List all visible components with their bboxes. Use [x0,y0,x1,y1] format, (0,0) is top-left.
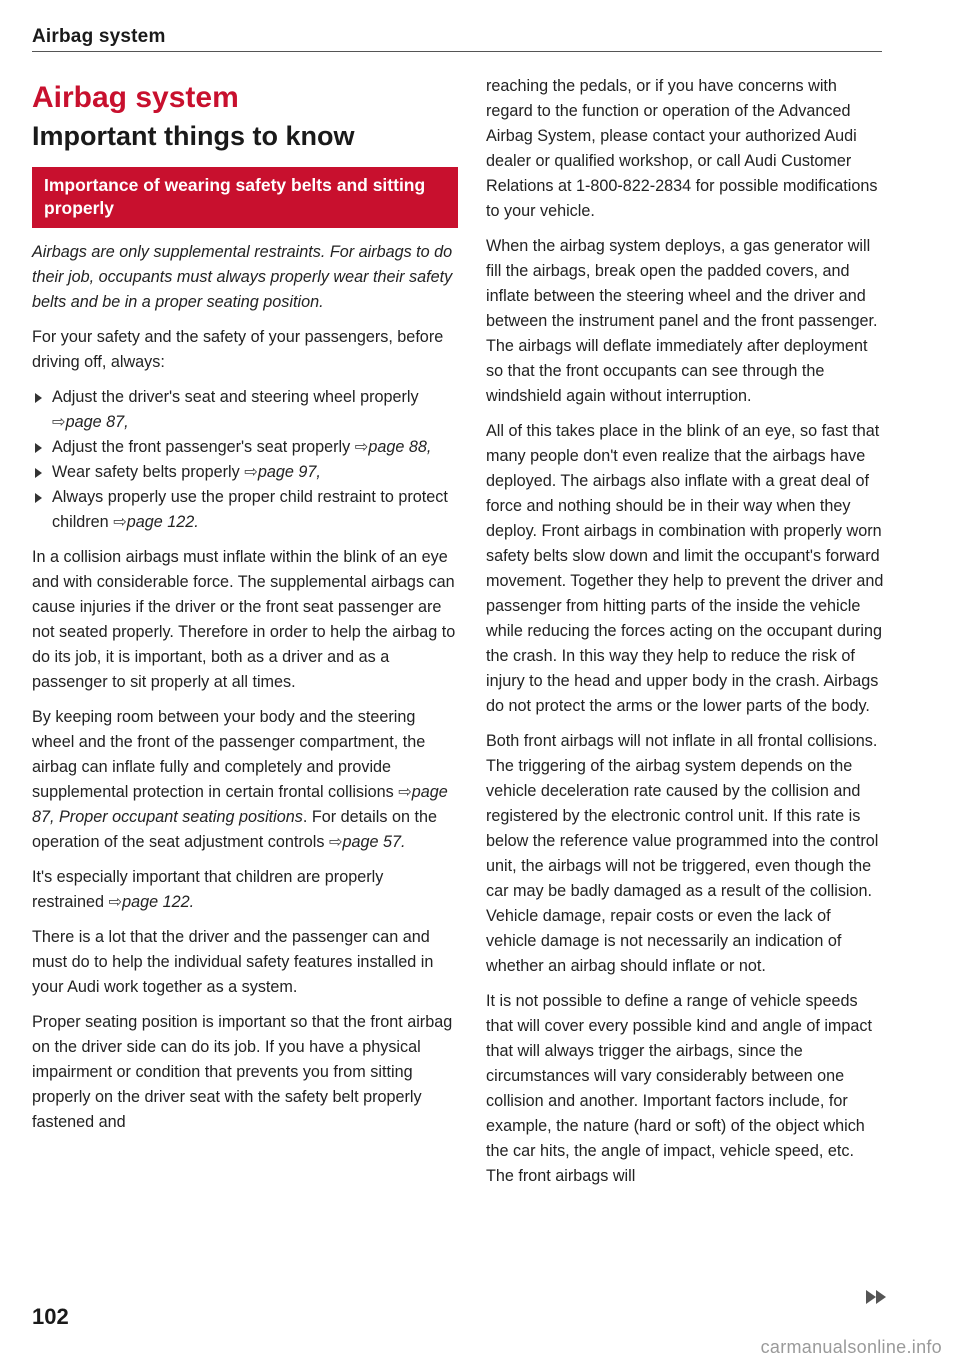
intro-paragraph: Airbags are only supplemental restraints. For airbags to do their job, occupants must always properly wear their safety belts and be in a proper seating position. [32,243,453,311]
left-column [32,74,458,1145]
paragraph: For your safety and the safety of your passengers, before driving off, always: [32,328,444,371]
list-item: Adjust the driver's seat and steering wheel properly ⇨page 87, [32,385,458,435]
section-subtitle: Important things to know [32,121,355,151]
paragraph: It is not possible to define a range of vehicle speeds that will cover every possible kind and angle of impact that will always trigger the airbags, since the circumstances will vary considerably between one collision and another. Important factors include, for example, the nature (hard or soft) of the object which the car hits, the angle of impact, vehicle speed, etc. The front airbags will [486,992,873,1185]
running-header: Airbag system [32,26,166,47]
list-item: Wear safety belts properly ⇨page 97, [32,460,458,485]
page-reference-link[interactable]: ⇨page 122. [108,893,195,911]
page-reference-link[interactable]: ⇨page 87, Proper occupant seating positions [32,783,448,826]
paragraph: Both front airbags will not inflate in all frontal collisions. The triggering of the airbag system depends on the vehicle deceleration rate caused by the collision and registered by the electronic control unit. If this rate is below the reference value programmed into the control unit, the airbags will not be triggered, even though the car may be badly damaged as a result of the collision. Vehicle damage, repair costs or even the lack of vehicle damage is not necessarily an indication of whether an airbag should inflate or not. [486,732,879,975]
right-column [486,74,884,1199]
checklist [32,385,458,535]
continue-arrow-icon [876,1290,886,1304]
paragraph: When the airbag system deploys, a gas generator will fill the airbags, break open the padded covers, and inflate between the steering wheel and the driver and between the instrument panel and the front passenger. The airbags will deflate immediately after deployment so that the front occupants can see through the windshield again without interruption. [486,237,878,405]
paragraph: All of this takes place in the blink of an eye, so fast that many people don't even realize that the airbags have deployed. The airbags also inflate with a great deal of force and nothing should be in their way when they deploy. Front airbags in combination with properly worn safety belts slow down and limit the occupant's forward movement. Together they help to prevent the driver and passenger from hitting parts of the inside the vehicle while reducing the forces acting on the occupant during the crash. In this way they help to reduce the risk of injury to the head and upper body in the crash. Airbags do not protect the arms or the lower parts of the body. [486,422,884,715]
topic-banner: Importance of wearing safety belts and sitting properly [32,167,458,228]
page-reference-link[interactable]: ⇨page 87, [52,413,129,431]
reference-arrow-icon: ⇨ [328,833,343,851]
page-reference-link[interactable]: ⇨page 88, [354,438,432,456]
watermark: carmanualsonline.info [760,1337,942,1357]
page-reference-link[interactable]: ⇨page 97, [244,463,321,481]
reference-arrow-icon: ⇨ [398,783,412,801]
continue-arrow-icon [866,1290,876,1304]
paragraph: reaching the pedals, or if you have concerns with regard to the function or operation of the Advanced Airbag System, please contact your authorized Audi dealer or qualified workshop, or call Audi Customer Relations at 1-800-822-2834 for possible modifications to your vehicle. [486,77,878,220]
paragraph: It's especially important that children are properly restrained ⇨page 122. [32,868,384,911]
reference-arrow-icon: ⇨ [244,463,258,481]
reference-arrow-icon: ⇨ [113,513,127,531]
paragraph: There is a lot that the driver and the passenger can and must do to help the individual safety features installed in your Audi work together as a system. [32,928,434,996]
list-item: Adjust the front passenger's seat properly ⇨page 88, [32,435,458,460]
page-number: 102 [32,1304,69,1329]
list-item: Always properly use the proper child restraint to protect children ⇨page 122. [32,485,458,535]
reference-arrow-icon: ⇨ [108,893,123,911]
paragraph: In a collision airbags must inflate within the blink of an eye and with considerable force. The supplemental airbags can cause injuries if the driver or the front seat passenger are not seated properly. Therefore in order to help the airbag to do its job, it is important, both as a driver and as a passenger to sit properly at all times. [32,548,456,691]
paragraph: Proper seating position is important so that the front airbag on the driver side can do its job. If you have a physical impairment or condition that prevents you from sitting properly on the driver seat with the safety belt properly fastened and [32,1013,453,1131]
page-reference-link[interactable]: ⇨page 57. [328,833,406,851]
section-title: Airbag system [32,81,239,114]
page-reference-link[interactable]: ⇨page 122. [113,513,199,531]
reference-arrow-icon: ⇨ [52,413,66,431]
header-divider [32,51,882,52]
reference-arrow-icon: ⇨ [354,438,369,456]
paragraph: By keeping room between your body and the steering wheel and the front of the passenger compartment, the airbag can inflate fully and completely and provide supplemental protection in certain frontal collisions ⇨page 87, Proper occupant seating positions. For details on the operation of the seat adjustment controls ⇨page 57. [32,708,448,851]
